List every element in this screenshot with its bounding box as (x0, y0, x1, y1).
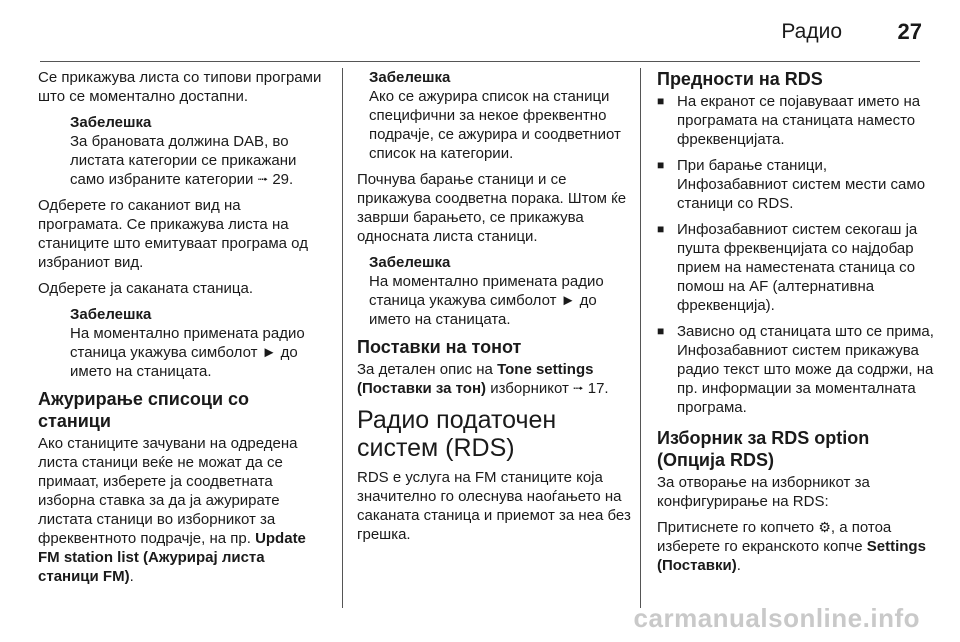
section-heading: Ажурирање списоци со станици (38, 389, 250, 431)
page-ref[interactable]: 17. (587, 380, 609, 397)
menu-item-name: Settings (Поставки) (657, 538, 926, 574)
note-title: Забелешка (70, 306, 152, 323)
section-heading: Поставки на тонот (357, 337, 522, 357)
bullet-list (657, 92, 942, 417)
paragraph-text: Притиснете го копчето (657, 519, 815, 536)
column-divider-1 (342, 68, 343, 608)
column-3 (657, 68, 942, 582)
header-rule (40, 61, 920, 62)
note (70, 305, 323, 381)
paragraph: Одберете го саканиот вид на програмата. Се прикажува листа на станиците што емитуваат програма од избраниот вид. (38, 197, 308, 271)
note-title: Забелешка (70, 114, 152, 131)
note (70, 113, 323, 189)
note-title: Забелешка (369, 254, 451, 271)
chapter-heading: Радио податочен систем (RDS) (357, 406, 557, 462)
note-text: За брановата должина DAB, во листата категории се прикажани само избраните категории (70, 133, 297, 188)
list-item: ■ На екранот се појавуваат името на програмата на станицата наместо фреквенцијата. (657, 92, 942, 149)
paragraph-text: Ако станиците зачувани на одредена листа станици веќе не можат да се примаат, изберете ја соодветната изборна ставка за да ја ажурирате листата станици во изборникот за фреквентното подрачје, на пр. (38, 435, 298, 547)
paragraph (357, 360, 642, 398)
list-item: ■ Инфозабавниот систем секогаш ја пушта фреквенцијата со најдобар прием на наместената станица со помош на AF (алтернативна фреквенција). (657, 220, 942, 315)
column-2 (357, 68, 642, 551)
paragraph: RDS е услуга на FM станиците која значително го олеснува наоѓањето на саканата станица и приемот за неа без грешка. (357, 469, 631, 543)
paragraph: Се прикажува листа со типови програми што се моментално достапни. (38, 69, 322, 105)
paragraph-text: За детален опис на (357, 361, 493, 378)
section-heading: Изборник за RDS option (Опција RDS) (657, 428, 870, 470)
note-title: Забелешка (369, 69, 451, 86)
note (369, 68, 642, 163)
list-item: ■ Зависно од станицата што се прима, Инфозабавниот систем прикажува радио текст што може да содржи, на пр. информации за моменталната програма. (657, 322, 942, 417)
paragraph-text: , а потоа изберете го екранското копче (657, 519, 892, 555)
page-ref[interactable]: 29. (272, 171, 294, 188)
note-text: На моментално примената радио станица укажува симболот ► до името на станицата. (70, 325, 305, 380)
header-title: Радио (781, 20, 842, 43)
note-text: Ако се ажурира список на станици специфични за некое фреквентно подрачје, се ажурира и соодветниот список на категории. (369, 88, 621, 162)
paragraph: Почнува барање станици и се прикажува соодветна порака. Штом ќе заврши барањето, се прикажува односната листа станици. (357, 171, 627, 245)
list-item: ■ При барање станици, Инфозабавниот систем мести само станици со RDS. (657, 156, 942, 213)
note (369, 253, 642, 329)
page-number: 27 (897, 19, 922, 44)
column-1 (38, 68, 323, 593)
menu-item-name: Tone settings (Поставки за тон) (357, 361, 594, 397)
paragraph-end: . (736, 557, 741, 574)
section-heading: Предности на RDS (657, 69, 823, 89)
paragraph: Одберете ја саканата станица. (38, 280, 253, 297)
paragraph: За отворање на изборникот за конфигурирање на RDS: (657, 474, 870, 510)
paragraph (38, 434, 323, 586)
settings-icon: ⚙ (818, 519, 831, 535)
page-ref-icon[interactable]: ⭬ (573, 380, 584, 396)
menu-item-name: Update FM station list (Ажурирај листа станици FM) (38, 530, 306, 585)
paragraph-end: . (129, 568, 134, 585)
note-text: На моментално примената радио станица укажува симболот ► до името на станицата. (369, 273, 604, 328)
watermark: carmanualsonline.info (633, 603, 920, 633)
paragraph (657, 518, 942, 575)
page-ref-icon[interactable]: ⭬ (257, 171, 269, 187)
paragraph-text: изборникот (490, 380, 569, 397)
page-header (0, 0, 960, 62)
